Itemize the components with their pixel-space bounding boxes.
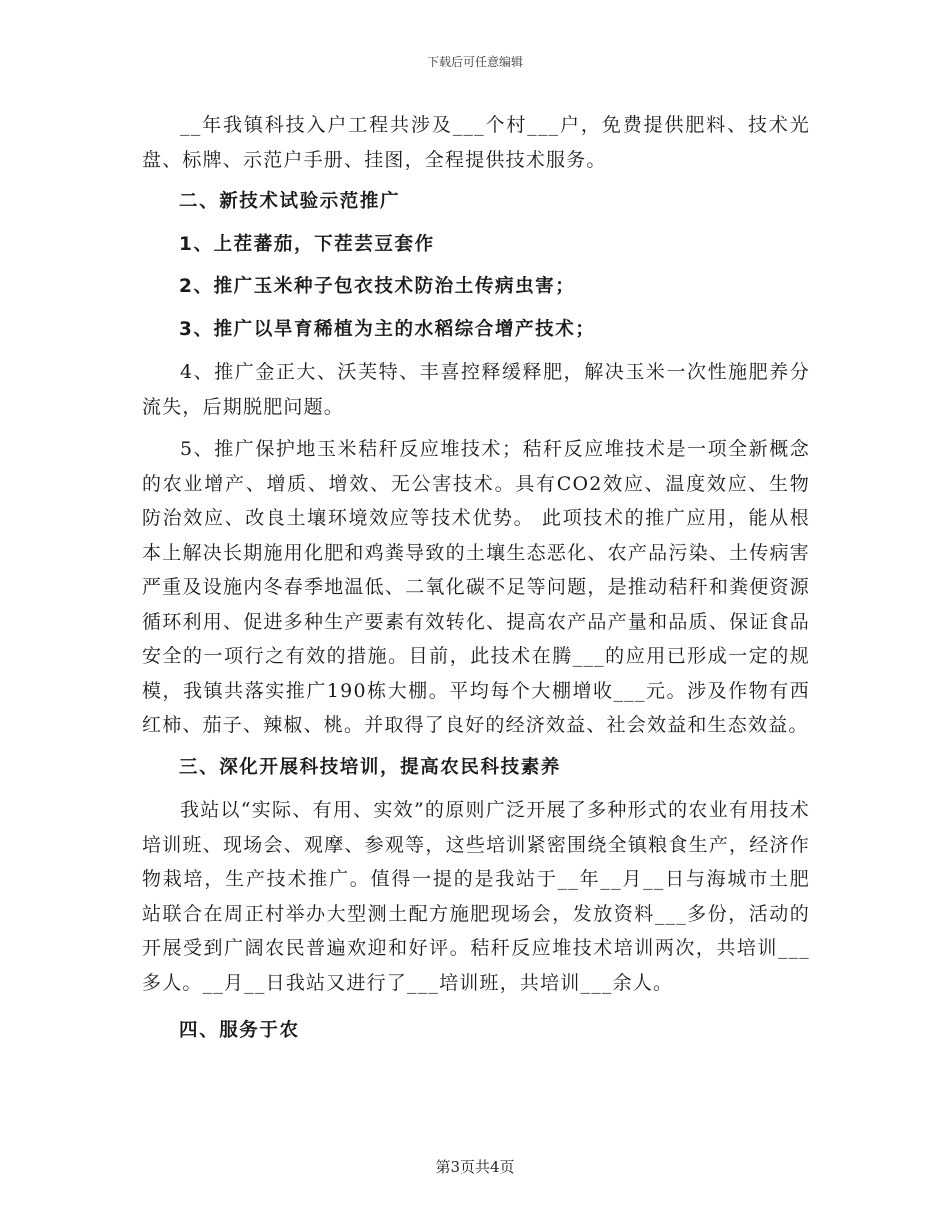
list-item-5: 5、推广保护地玉米秸秆反应堆技术；秸秆反应堆技术是一项全新概念的农业增产、增质、增效、无公害技术。具有CO2效应、温度效应、生物防治效应、改良土壤环境效应等技术优势。 此项技术的推广应用，能从根本上解决长期施用化肥和鸡粪导致的土壤生态恶化、农产品污染、土传病害严重及设施内冬春季地温低、二氧化碳不足等问题，是推动秸秆和粪便资源循环利用、促进多种生产要素有效转化、提高农产品产量和品质、保证食品安全的一项行之有效的措施。目前，此技术在腾___的应用已形成一定的规模，我镇共落实推广190栋大棚。平均每个大棚增收___元。涉及作物有西红柿、茄子、辣椒、桃。并取得了良好的经济效益、社会效益和生态效益。 [142, 438, 810, 736]
paragraph-intro: __年我镇科技入户工程共涉及___个村___户，免费提供肥料、技术光盘、标牌、示范户手册、挂图，全程提供技术服务。 [142, 114, 810, 171]
page-header: 下载后可任意编辑 [426, 55, 523, 69]
section-heading-4: 四、服务于农 [179, 1020, 300, 1041]
list-item-2: 2、推广玉米种子包衣技术防治土传病虫害； [179, 276, 576, 297]
section-heading-3: 三、深化开展科技培训，提高农民科技素养 [179, 756, 561, 778]
list-item-1: 1、上茬蕃茄，下茬芸豆套作 [179, 233, 435, 255]
paragraph-training: 我站以“实际、有用、实效”的原则广泛开展了多种形式的农业有用技术培训班、现场会、观摩、参观等，这些培训紧密围绕全镇粮食生产，经济作物栽培，生产技术推广。值得一提的是我站于__年__月__日与海城市土肥站联合在周正村举办大型测土配方施肥现场会，发放资料___多份，活动的开展受到广阔农民普遍欢迎和好评。秸秆反应堆技术培训两次，共培训___多人。__月__日我站又进行了___培训班，共培训___余人。 [142, 799, 810, 994]
section-heading-2: 二、新技术试验示范推广 [179, 191, 401, 212]
page-footer: 第3页共4页 [435, 1158, 515, 1176]
list-item-3: 3、推广以旱育稀植为主的水稻综合增产技术； [179, 318, 596, 340]
list-item-4: 4、推广金正大、沃芙特、丰喜控释缓释肥，解决玉米一次性施肥养分流失，后期脱肥问题。 [142, 361, 810, 418]
document-body [142, 108, 810, 1049]
